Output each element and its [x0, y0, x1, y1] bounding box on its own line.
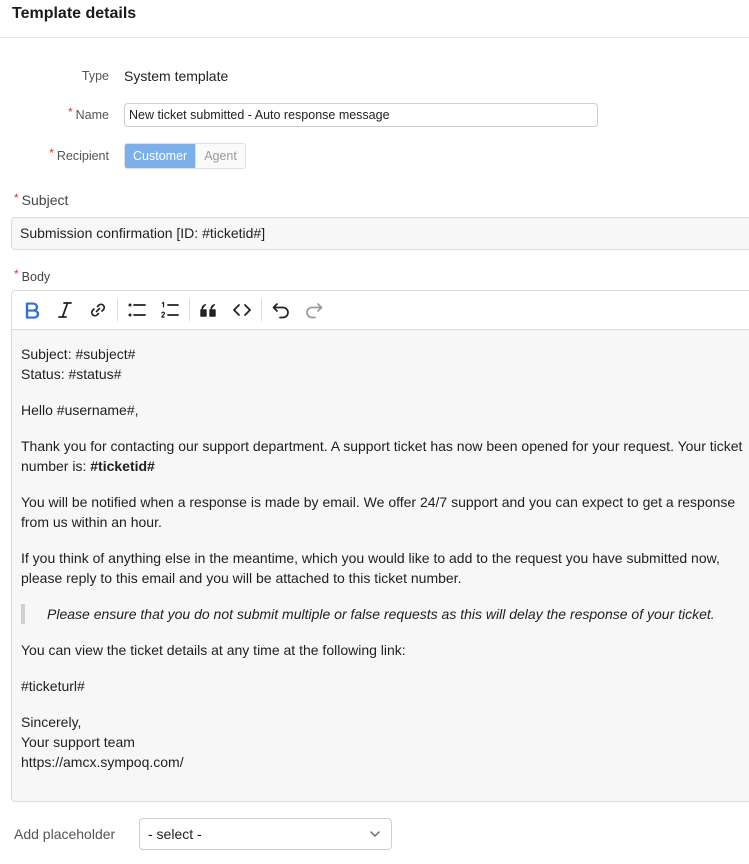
placeholder-select[interactable]: [139, 818, 392, 850]
subject-label: * Subject: [14, 191, 69, 208]
body-paragraph: Thank you for contacting our support department. A support ticket has now been opened for your request. Your ticket number is: #ticketid#: [21, 438, 743, 474]
bullet-list-button[interactable]: [125, 298, 149, 322]
body-editor: [11, 290, 749, 802]
italic-icon: [55, 300, 75, 320]
undo-button[interactable]: [269, 298, 293, 322]
recipient-toggle: [124, 143, 246, 169]
type-value: System template: [124, 68, 229, 84]
bold-button[interactable]: [20, 298, 44, 322]
page-header: [0, 0, 749, 38]
redo-icon: [304, 300, 324, 320]
name-input[interactable]: [124, 103, 598, 127]
placeholder-label: Add placeholder: [14, 826, 116, 842]
quote-icon: [199, 300, 219, 320]
editor-toolbar: [12, 291, 749, 330]
undo-icon: [271, 300, 291, 320]
subject-input[interactable]: Submission confirmation [ID: #ticketid#]: [11, 217, 749, 250]
type-label: Type: [81, 69, 109, 83]
editor-content[interactable]: [12, 330, 749, 802]
code-icon: [232, 300, 252, 320]
required-mark: *: [67, 105, 73, 119]
code-button[interactable]: [230, 298, 254, 322]
toolbar-divider: [117, 299, 118, 321]
body-line-status: Status: #status#: [21, 366, 122, 382]
recipient-option-customer[interactable]: Customer: [125, 144, 195, 168]
ticket-url-placeholder: #ticketurl#: [21, 678, 85, 694]
body-signature: Sincerely, Your support team https://amcx.sympoq.com/: [21, 714, 184, 770]
placeholder-select-value: - select -: [148, 826, 202, 842]
placeholder-row: [14, 818, 392, 850]
bold-icon: [22, 300, 42, 320]
name-label: * Name: [67, 105, 109, 122]
body-label: * Body: [14, 267, 51, 284]
body-paragraph: If you think of anything else in the meantime, which you would like to add to the request you have submitted now, please reply to this email and you will be attached to this ticket number.: [21, 550, 720, 586]
recipient-option-agent[interactable]: Agent: [195, 144, 245, 168]
chevron-down-icon: [369, 828, 381, 840]
recipient-row: [14, 143, 246, 169]
body-line-subject: Subject: #subject#: [21, 346, 136, 362]
required-mark: *: [14, 267, 19, 281]
toolbar-divider: [189, 299, 190, 321]
toolbar-divider: [261, 299, 262, 321]
required-mark: *: [49, 146, 54, 160]
page-title: Template details: [12, 5, 137, 22]
type-row: [14, 66, 228, 86]
redo-button[interactable]: [302, 298, 326, 322]
ticket-id-placeholder: #ticketid#: [90, 458, 155, 474]
link-button[interactable]: [86, 298, 110, 322]
numbered-list-button[interactable]: [158, 298, 182, 322]
bullet-list-icon: [127, 300, 147, 320]
numbered-list-icon: [160, 300, 180, 320]
link-icon: [88, 300, 108, 320]
body-paragraph: You will be notified when a response is made by email. We offer 24/7 support and you can expect to get a response from us within an hour.: [21, 494, 736, 530]
name-row: [14, 103, 598, 127]
body-blockquote: Please ensure that you do not submit multiple or false requests as this will delay the response of your ticket.: [21, 604, 749, 624]
body-paragraph: You can view the ticket details at any time at the following link:: [21, 642, 406, 658]
required-mark: *: [14, 191, 19, 205]
recipient-label: * Recipient: [49, 146, 109, 163]
italic-button[interactable]: [53, 298, 77, 322]
quote-button[interactable]: [197, 298, 221, 322]
body-greeting: Hello #username#,: [21, 402, 139, 418]
